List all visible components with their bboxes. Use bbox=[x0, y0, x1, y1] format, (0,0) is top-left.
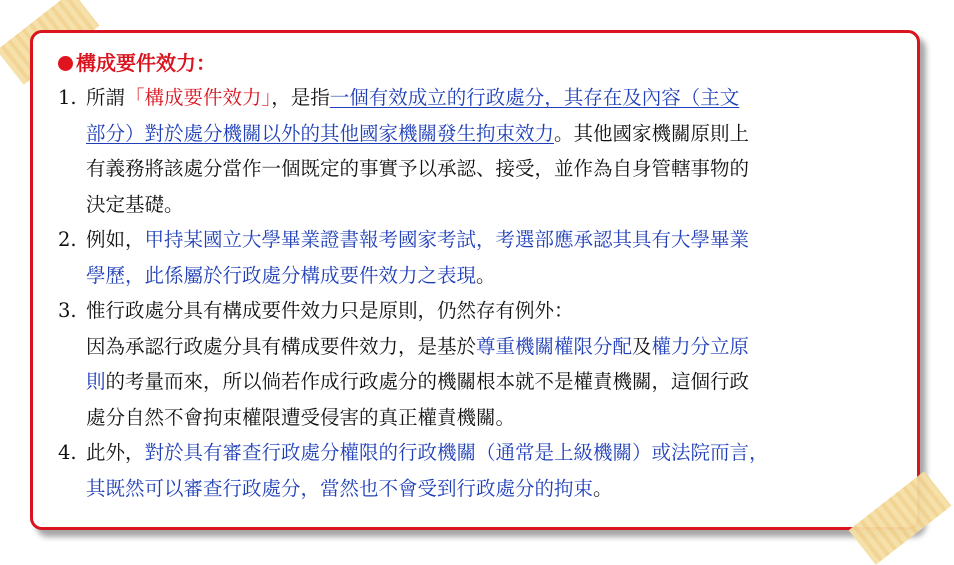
highlighted-text: 一個有效成立的行政處分，其存在及內容（主文 bbox=[329, 86, 740, 109]
highlighted-text: 甲持某國立大學畢業證書報考國家考試，考選部應承認其具有大學畢業 bbox=[144, 228, 750, 251]
text-line bbox=[86, 151, 898, 187]
text-line bbox=[86, 364, 898, 400]
heading-text: 構成要件效力： bbox=[76, 51, 216, 75]
highlighted-text: 其既然可以審查行政處分，當然也不會受到行政處分的拘束 bbox=[86, 476, 594, 500]
highlighted-text: 學歷，此係屬於行政處分構成要件效力之表現 bbox=[86, 263, 477, 287]
item-number: 2. bbox=[58, 228, 77, 251]
text-segment: 有義務將該處分當作一個既定的事實予以承認、接受，並作為自身管轄事物的 bbox=[86, 157, 750, 180]
text-segment: ，是指 bbox=[271, 86, 330, 109]
list-item bbox=[58, 80, 898, 222]
text-segment: 的考量而來，所以倘若作成行政處分的機關根本就不是權責機關，這個行政 bbox=[105, 370, 750, 393]
text-line bbox=[86, 400, 898, 436]
section-heading bbox=[58, 46, 898, 80]
note-content bbox=[58, 46, 898, 506]
highlighted-text: 則 bbox=[86, 370, 106, 393]
highlighted-text: 尊重機關權限分配 bbox=[476, 334, 633, 358]
text-segment: 因為承認行政處分具有構成要件效力，是基於 bbox=[86, 334, 477, 358]
text-segment: 。 bbox=[476, 263, 496, 287]
text-segment: 惟行政處分具有構成要件效力只是原則，仍然存有例外： bbox=[86, 299, 574, 322]
text-segment: 例如， bbox=[86, 228, 145, 251]
text-segment: 決定基礎。 bbox=[86, 192, 184, 216]
item-number: 4. bbox=[58, 441, 77, 464]
red-bullet-icon bbox=[58, 56, 73, 71]
text-line bbox=[86, 329, 898, 365]
highlighted-text: 「構成要件效力」 bbox=[125, 86, 272, 109]
text-line bbox=[86, 80, 898, 116]
highlighted-text: 對於具有審查行政處分權限的行政機關（通常是上級機關）或法院而言， bbox=[144, 441, 769, 464]
item-number: 3. bbox=[58, 299, 77, 322]
list-item bbox=[58, 222, 898, 293]
highlighted-text: 部分）對於處分機關以外的其他國家機關發生拘束效力 bbox=[86, 121, 555, 145]
text-segment: 此外， bbox=[86, 441, 145, 464]
item-list bbox=[58, 80, 898, 506]
text-segment: 。 bbox=[593, 476, 613, 500]
list-item bbox=[58, 435, 898, 506]
text-line bbox=[86, 471, 898, 507]
text-line bbox=[86, 116, 898, 152]
text-line bbox=[86, 222, 898, 258]
text-line bbox=[86, 435, 898, 471]
text-segment: 及 bbox=[632, 334, 652, 358]
highlighted-text: 權力分立原 bbox=[651, 334, 750, 358]
text-segment: 所謂 bbox=[86, 86, 126, 109]
text-line bbox=[86, 258, 898, 294]
text-line bbox=[86, 187, 898, 223]
item-number: 1. bbox=[58, 86, 77, 109]
text-segment: 。其他國家機關原則上 bbox=[554, 121, 750, 145]
list-item bbox=[58, 293, 898, 435]
text-segment: 處分自然不會拘束權限遭受侵害的真正權責機關。 bbox=[86, 405, 516, 429]
text-line bbox=[86, 293, 898, 329]
